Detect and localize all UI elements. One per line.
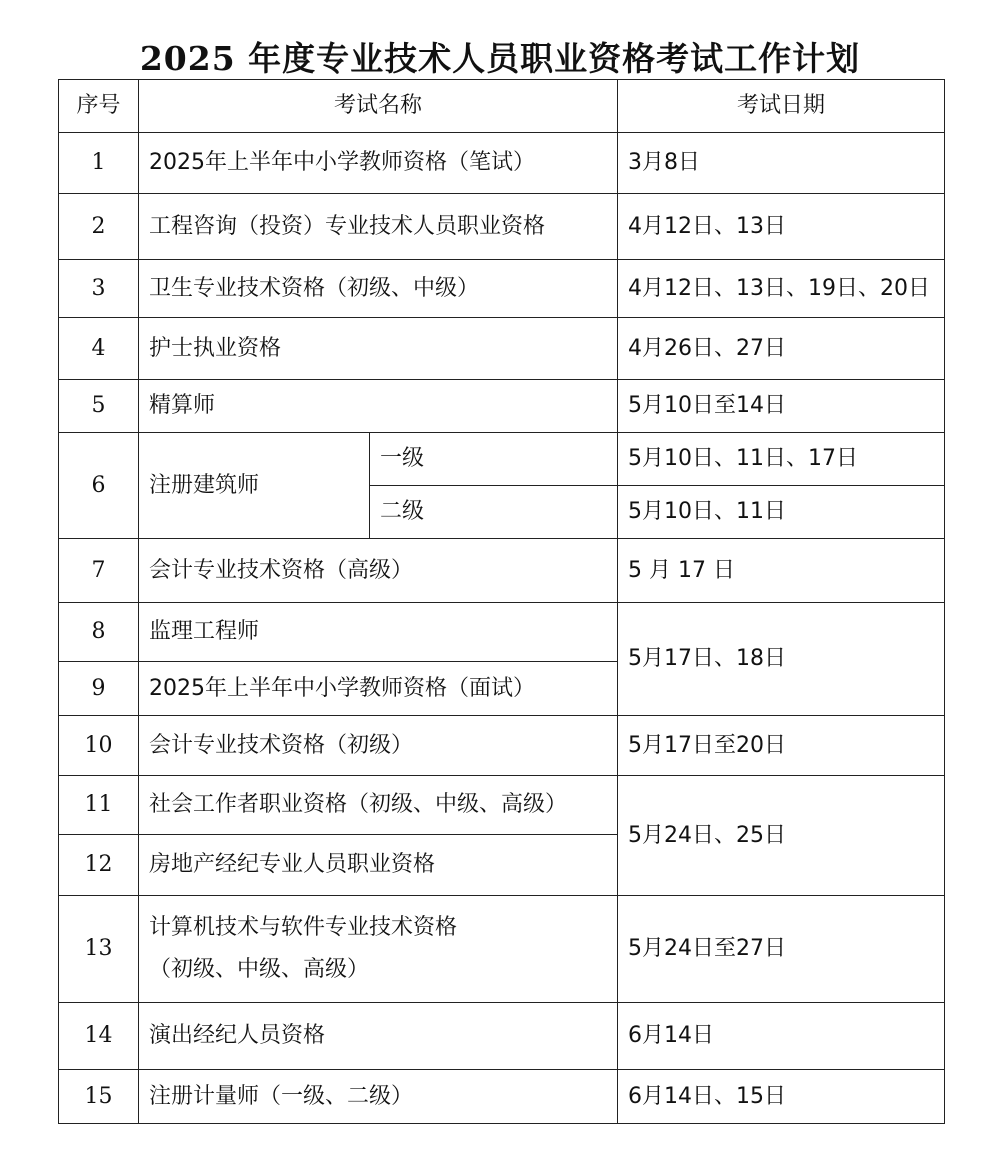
table-row: [59, 896, 945, 1003]
exam-date: 4月26日、27日: [618, 318, 945, 380]
table-row: [59, 133, 945, 194]
table-row: [59, 260, 945, 318]
table-row: [59, 716, 945, 776]
row-no: 10: [59, 716, 139, 776]
exam-name: 卫生专业技术资格（初级、中级）: [139, 260, 618, 318]
exam-name: 精算师: [139, 380, 618, 433]
row-no: 7: [59, 539, 139, 603]
row-no: 8: [59, 603, 139, 662]
page-title: 2025 年度专业技术人员职业资格考试工作计划: [139, 39, 861, 78]
exam-name: 会计专业技术资格（高级）: [139, 539, 618, 603]
exam-date: 6月14日: [618, 1003, 945, 1070]
exam-date: 5月24日、25日: [618, 776, 945, 896]
table-row: [59, 380, 945, 433]
exam-name: 2025年上半年中小学教师资格（笔试）: [139, 133, 618, 194]
exam-name: 注册建筑师: [139, 433, 370, 539]
exam-date: 5月10日、11日: [618, 486, 945, 539]
header-no: 序号: [59, 80, 139, 133]
row-no: 1: [59, 133, 139, 194]
exam-name: 社会工作者职业资格（初级、中级、高级）: [139, 776, 618, 835]
exam-schedule-table: [58, 79, 945, 1124]
row-no: 3: [59, 260, 139, 318]
table-row: [59, 1070, 945, 1124]
exam-date: 5 月 17 日: [618, 539, 945, 603]
exam-name: 会计专业技术资格（初级）: [139, 716, 618, 776]
exam-name: 注册计量师（一级、二级）: [139, 1070, 618, 1124]
exam-date: 4月12日、13日: [618, 194, 945, 260]
exam-name: 房地产经纪专业人员职业资格: [139, 835, 618, 896]
row-no: 11: [59, 776, 139, 835]
table-row: [59, 433, 945, 486]
exam-name: 演出经纪人员资格: [139, 1003, 618, 1070]
exam-name: 护士执业资格: [139, 318, 618, 380]
row-no: 2: [59, 194, 139, 260]
row-no: 13: [59, 896, 139, 1003]
row-no: 6: [59, 433, 139, 539]
exam-name-line: 计算机技术与软件专业技术资格: [149, 915, 458, 940]
header-exam-name: 考试名称: [139, 80, 618, 133]
exam-date: 5月24日至27日: [618, 896, 945, 1003]
exam-date: 4月12日、13日、19日、20日: [618, 260, 945, 318]
table-row: [59, 1003, 945, 1070]
exam-date: 6月14日、15日: [618, 1070, 945, 1124]
exam-sublevel: 二级: [370, 486, 618, 539]
exam-date: 5月10日至14日: [618, 380, 945, 433]
exam-date: 5月17日至20日: [618, 716, 945, 776]
row-no: 15: [59, 1070, 139, 1124]
exam-name: [139, 896, 618, 1003]
exam-date: 3月8日: [618, 133, 945, 194]
table-header-row: [59, 80, 945, 133]
table-row: [59, 318, 945, 380]
table-row: [59, 539, 945, 603]
exam-name-line: （初级、中级、高级）: [149, 957, 370, 982]
exam-date: 5月17日、18日: [618, 603, 945, 716]
table-row: [59, 776, 945, 835]
table-row: [59, 603, 945, 662]
exam-date: 5月10日、11日、17日: [618, 433, 945, 486]
row-no: 12: [59, 835, 139, 896]
row-no: 9: [59, 662, 139, 716]
exam-sublevel: 一级: [370, 433, 618, 486]
row-no: 14: [59, 1003, 139, 1070]
table-row: [59, 194, 945, 260]
row-no: 4: [59, 318, 139, 380]
exam-name: 工程咨询（投资）专业技术人员职业资格: [139, 194, 618, 260]
exam-name: 2025年上半年中小学教师资格（面试）: [139, 662, 618, 716]
exam-name: 监理工程师: [139, 603, 618, 662]
row-no: 5: [59, 380, 139, 433]
header-exam-date: 考试日期: [618, 80, 945, 133]
